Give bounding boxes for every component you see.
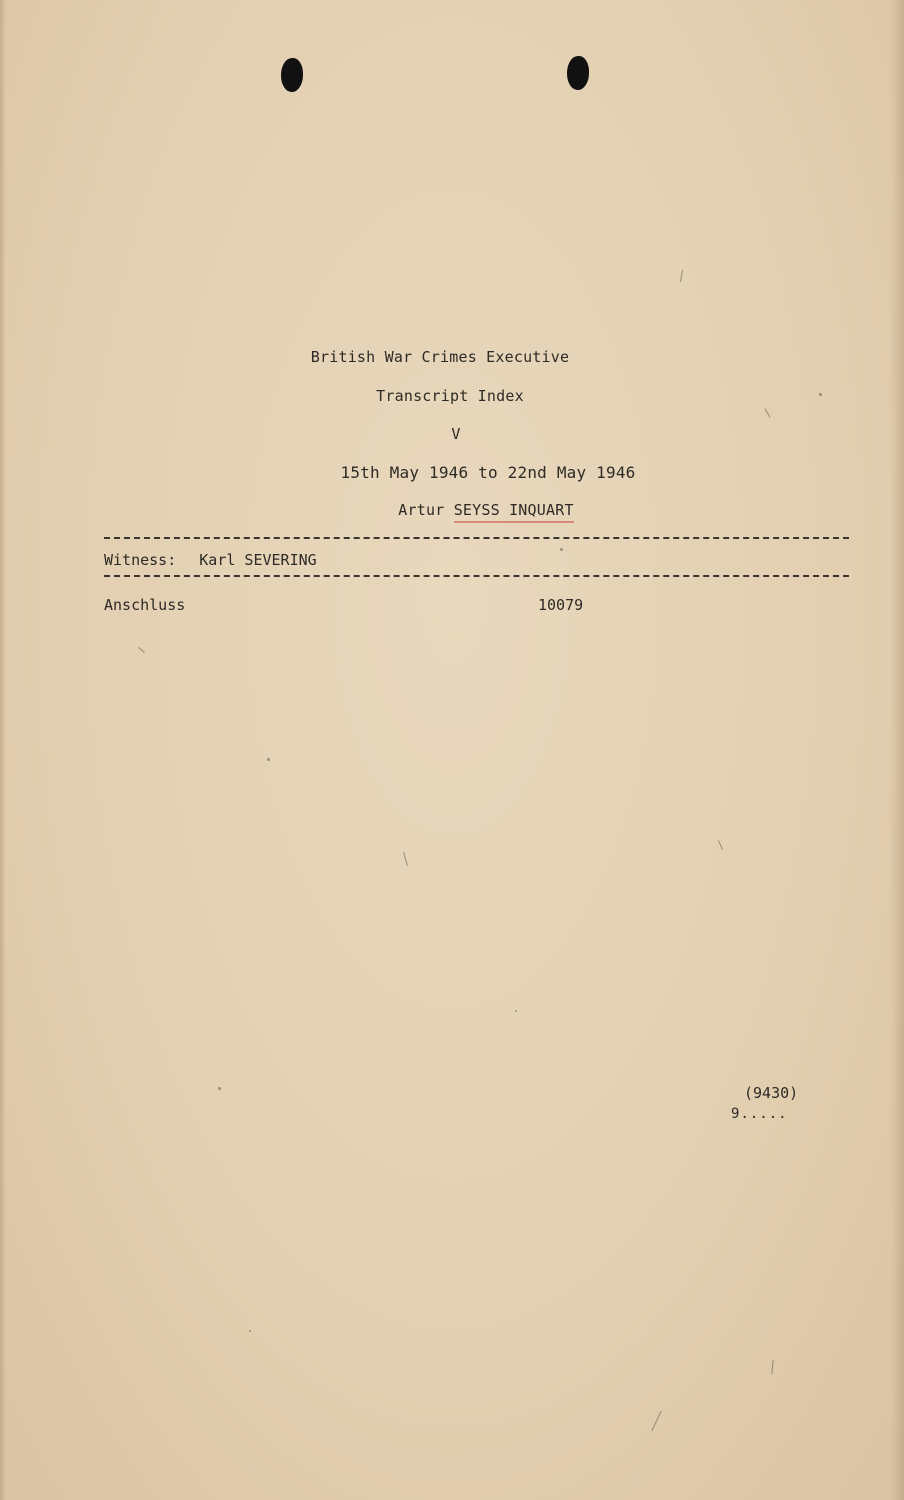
defendant-first-name: Artur bbox=[398, 501, 445, 519]
document-subcode: 9..... bbox=[731, 1106, 788, 1122]
defendant-surname: SEYSS INQUART bbox=[454, 501, 574, 523]
witness-label: Witness: bbox=[104, 551, 177, 569]
divider-top bbox=[104, 537, 849, 539]
paper-edge-left bbox=[0, 0, 6, 1500]
defendant-name bbox=[194, 501, 778, 519]
paper-speck bbox=[267, 758, 270, 761]
organization-heading: British War Crimes Executive bbox=[310, 348, 570, 366]
witness-line bbox=[104, 551, 317, 569]
paper-fibre bbox=[651, 1411, 661, 1431]
paper-fibre bbox=[680, 270, 683, 282]
volume-number: V bbox=[451, 425, 461, 443]
entry-page-number: 10079 bbox=[538, 596, 584, 614]
punch-hole-right bbox=[567, 56, 589, 90]
paper-speck bbox=[249, 1330, 251, 1332]
entry-subject: Anschluss bbox=[104, 596, 186, 614]
document-code: (9430) bbox=[744, 1084, 799, 1102]
paper-fibre bbox=[138, 647, 145, 653]
paper-speck bbox=[218, 1087, 221, 1090]
paper-edge-right bbox=[890, 0, 904, 1500]
punch-hole-left bbox=[281, 58, 303, 92]
paper-fibre bbox=[765, 408, 771, 417]
witness-name: Karl SEVERING bbox=[199, 551, 317, 569]
paper-speck bbox=[819, 393, 822, 396]
paper-fibre bbox=[718, 840, 723, 849]
paper-fibre bbox=[771, 1360, 773, 1374]
paper-speck bbox=[515, 1010, 517, 1012]
paper-speck bbox=[560, 548, 563, 551]
paper-fibre bbox=[403, 852, 408, 866]
divider-bottom bbox=[104, 575, 849, 577]
date-range: 15th May 1946 to 22nd May 1946 bbox=[340, 463, 636, 482]
document-type-heading: Transcript Index bbox=[376, 387, 524, 405]
